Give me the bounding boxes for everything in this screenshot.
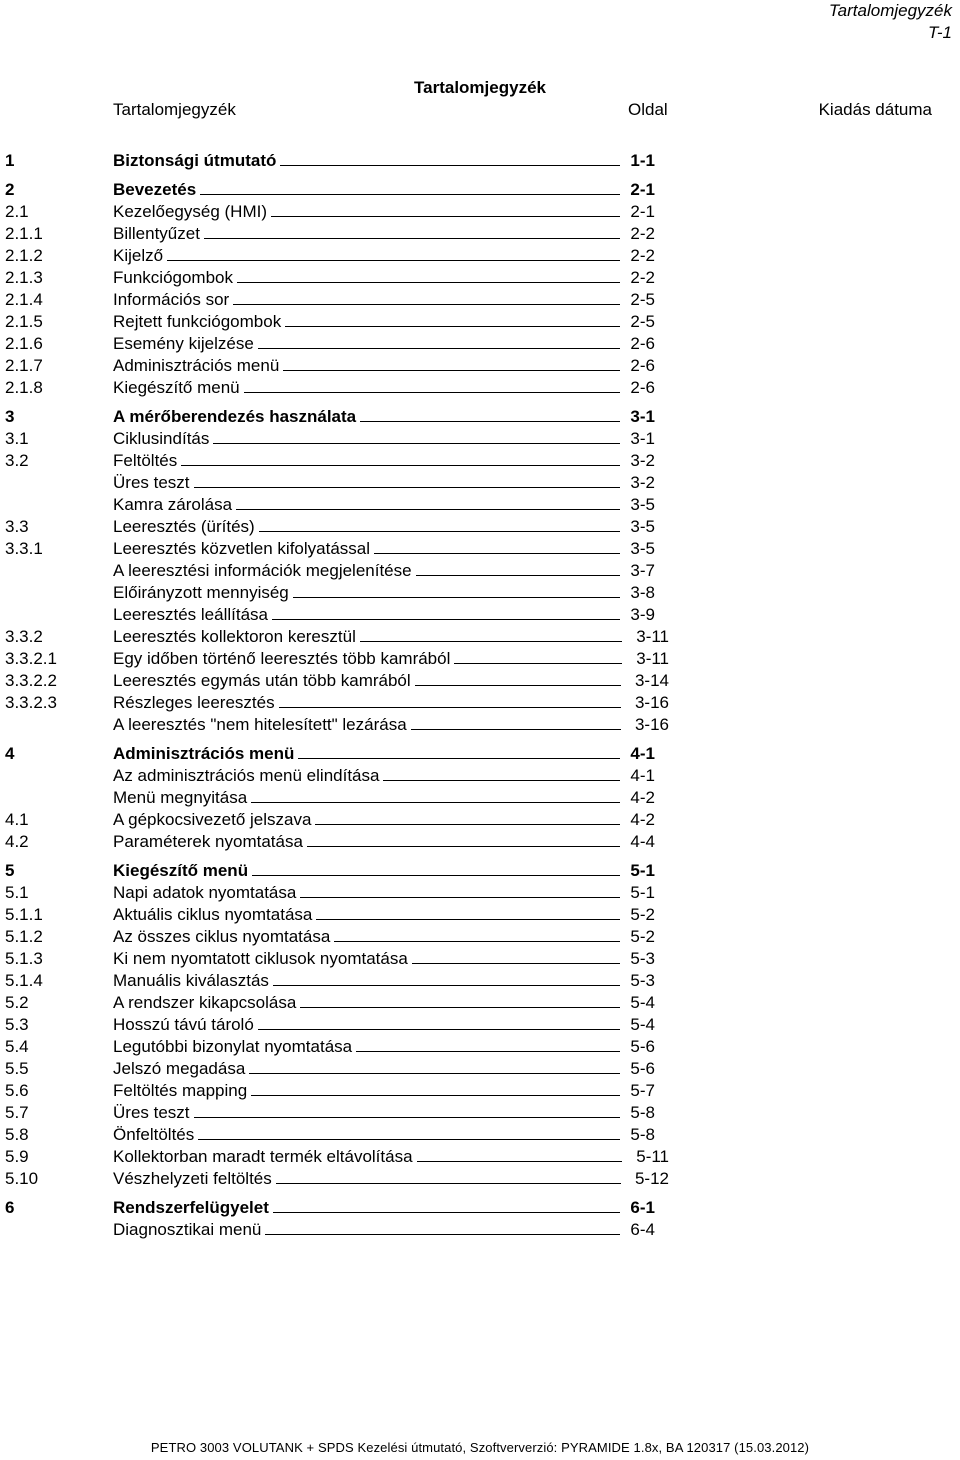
toc-entry-page: 6-4 <box>630 1220 655 1239</box>
toc-entry-title: Részleges leeresztés <box>113 693 275 712</box>
toc-entry-number: 2.1.7 <box>5 356 43 375</box>
toc-entry[interactable] <box>0 1014 960 1036</box>
toc-leader-line <box>298 743 620 759</box>
toc-entry-body <box>113 1058 655 1080</box>
toc-leader-line <box>283 355 620 371</box>
toc-entry-number: 5.3 <box>5 1015 29 1034</box>
toc-entry-title: Hosszú távú tároló <box>113 1015 254 1034</box>
toc-entry-title: Üres teszt <box>113 473 190 492</box>
toc-entry[interactable] <box>0 201 960 223</box>
toc-entry[interactable] <box>0 1124 960 1146</box>
toc-entry-page: 3-2 <box>630 473 655 492</box>
toc-chapter-entry[interactable] <box>0 1197 960 1219</box>
toc-entry-page: 2-6 <box>630 356 655 375</box>
toc-entry-title: Adminisztrációs menü <box>113 356 280 375</box>
toc-entry-number: 5.1.4 <box>5 971 43 990</box>
toc-entry-number: 5 <box>5 861 15 880</box>
toc-entry-body <box>113 648 669 670</box>
toc-entry-body <box>113 560 655 582</box>
toc-entry-number: 3.2 <box>5 451 29 470</box>
toc-section <box>0 179 960 399</box>
toc-entry-page: 5-6 <box>630 1037 655 1056</box>
toc-chapter-entry[interactable] <box>0 406 960 428</box>
toc-entry-page: 2-2 <box>630 246 655 265</box>
toc-entry-page: 2-6 <box>630 378 655 397</box>
toc-leader-line <box>360 626 622 642</box>
toc-entry-page: 3-9 <box>630 605 655 624</box>
toc-entry-body <box>113 377 655 399</box>
running-header <box>829 0 952 44</box>
toc-entry-title: Üres teszt <box>113 1103 190 1122</box>
toc-entry-body <box>113 150 655 172</box>
toc-entry-number: 5.10 <box>5 1169 39 1188</box>
toc-entry[interactable] <box>0 904 960 926</box>
toc-entry[interactable] <box>0 333 960 355</box>
toc-leader-line <box>271 201 620 217</box>
column-header-page: Oldal <box>628 100 668 119</box>
toc-entry-page: 3-16 <box>634 693 669 712</box>
toc-entry-body <box>113 926 655 948</box>
toc-section <box>0 860 960 1190</box>
toc-entry-page: 3-5 <box>630 539 655 558</box>
toc-entry-page: 5-1 <box>630 861 655 880</box>
toc-entry[interactable] <box>0 1036 960 1058</box>
toc-entry-title: Információs sor <box>113 290 230 309</box>
toc-entry[interactable] <box>0 428 960 450</box>
toc-entry-title: Feltöltés mapping <box>113 1081 248 1100</box>
toc-entry-title: Egy időben történő leeresztés több kamrából <box>113 649 451 668</box>
toc-entry-body <box>113 670 669 692</box>
toc-entry-title: Önfeltöltés <box>113 1125 195 1144</box>
toc-entry-number: 5.9 <box>5 1147 29 1166</box>
toc-leader-line <box>194 472 621 488</box>
toc-leader-line <box>300 992 620 1008</box>
table-of-contents <box>0 150 960 1248</box>
toc-entry-page: 6-1 <box>630 1198 655 1217</box>
toc-entry[interactable] <box>0 377 960 399</box>
toc-entry-number: 5.4 <box>5 1037 29 1056</box>
toc-leader-line <box>417 1146 623 1162</box>
toc-entry-title: Menü megnyitása <box>113 788 248 807</box>
toc-entry-page: 3-11 <box>636 649 669 668</box>
toc-leader-line <box>258 333 621 349</box>
toc-entry-body <box>113 992 655 1014</box>
toc-entry-body <box>113 714 669 736</box>
toc-entry-number: 5.2 <box>5 993 29 1012</box>
toc-entry-number: 2.1.8 <box>5 378 43 397</box>
toc-leader-line <box>272 604 620 620</box>
toc-leader-line <box>411 714 621 730</box>
toc-leader-line <box>412 948 621 964</box>
toc-entry[interactable] <box>0 311 960 333</box>
toc-leader-line <box>233 289 620 305</box>
toc-entry-page: 5-2 <box>630 905 655 924</box>
toc-leader-line <box>251 1080 620 1096</box>
toc-entry-number: 4.1 <box>5 810 29 829</box>
toc-entry-number: 5.1.2 <box>5 927 43 946</box>
toc-entry-number: 5.1.3 <box>5 949 43 968</box>
toc-entry-body <box>113 289 655 311</box>
toc-entry-title: A leeresztési információk megjelenítése <box>113 561 412 580</box>
toc-entry-body <box>113 1124 655 1146</box>
toc-leader-line <box>273 1197 621 1213</box>
toc-leader-line <box>198 1124 620 1140</box>
page-footer: PETRO 3003 VOLUTANK + SPDS Kezelési útmutató, Szoftververzió: PYRAMIDE 1.8x, BA 120317 (15.03.2012) <box>150 1440 810 1455</box>
toc-entry-page: 5-6 <box>630 1059 655 1078</box>
column-header-toc: Tartalomjegyzék <box>113 100 236 119</box>
toc-entry-number: 3.3.2 <box>5 627 43 646</box>
toc-entry-title: Kezelőegység (HMI) <box>113 202 268 221</box>
toc-entry-title: Ki nem nyomtatott ciklusok nyomtatása <box>113 949 408 968</box>
toc-leader-line <box>259 516 621 532</box>
toc-entry-number: 5.7 <box>5 1103 29 1122</box>
toc-entry-page: 3-1 <box>630 429 655 448</box>
toc-entry-title: A gépkocsivezető jelszava <box>113 810 312 829</box>
toc-entry-body <box>113 1036 655 1058</box>
toc-entry-page: 3-7 <box>630 561 655 580</box>
toc-entry-page: 2-2 <box>630 268 655 287</box>
toc-entry-number: 2 <box>5 180 15 199</box>
toc-entry-page: 5-8 <box>630 1103 655 1122</box>
toc-entry[interactable] <box>0 289 960 311</box>
toc-leader-line <box>280 150 620 166</box>
toc-entry-title: Billentyűzet <box>113 224 200 243</box>
toc-entry-page: 5-12 <box>634 1169 669 1188</box>
toc-entry-body <box>113 450 655 472</box>
running-header-title: Tartalomjegyzék <box>828 1 952 20</box>
toc-entry-title: Aktuális ciklus nyomtatása <box>113 905 313 924</box>
toc-chapter-entry[interactable] <box>0 743 960 765</box>
toc-entry[interactable] <box>0 831 960 853</box>
toc-entry-page: 3-1 <box>630 407 655 426</box>
toc-entry[interactable] <box>0 809 960 831</box>
toc-entry-title: Leeresztés közvetlen kifolyatással <box>113 539 371 558</box>
toc-leader-line <box>181 450 620 466</box>
toc-entry-body <box>113 860 655 882</box>
toc-entry[interactable] <box>0 992 960 1014</box>
toc-entry-title: Ciklusindítás <box>113 429 210 448</box>
toc-leader-line <box>383 765 620 781</box>
toc-leader-line <box>249 1058 620 1074</box>
toc-entry-number: 2.1.1 <box>5 224 43 243</box>
toc-entry-title: A mérőberendezés használata <box>113 407 357 426</box>
toc-entry-body <box>113 1168 669 1190</box>
toc-leader-line <box>360 406 620 422</box>
running-header-page: T-1 <box>928 23 952 42</box>
toc-entry-body <box>113 538 655 560</box>
toc-entry-page: 2-2 <box>630 224 655 243</box>
toc-entry[interactable] <box>0 648 960 670</box>
toc-leader-line <box>213 428 620 444</box>
toc-entry[interactable] <box>0 882 960 904</box>
toc-entry-title: Leeresztés (ürítés) <box>113 517 255 536</box>
toc-leader-line <box>454 648 622 664</box>
toc-entry-title: Kiegészítő menü <box>113 861 249 880</box>
toc-entry-body <box>113 333 655 355</box>
toc-entry-title: Az adminisztrációs menü elindítása <box>113 766 380 785</box>
toc-entry-title: Az összes ciklus nyomtatása <box>113 927 331 946</box>
toc-entry-page: 4-2 <box>630 810 655 829</box>
toc-entry-body <box>113 406 655 428</box>
toc-leader-line <box>167 245 620 261</box>
toc-entry-body <box>113 904 655 926</box>
toc-entry-number: 2.1.5 <box>5 312 43 331</box>
toc-entry-title: Biztonsági útmutató <box>113 151 277 170</box>
toc-entry-body <box>113 582 655 604</box>
toc-entry-page: 4-2 <box>630 788 655 807</box>
toc-entry-body <box>113 1219 655 1241</box>
toc-entry-body <box>113 223 655 245</box>
toc-entry-body <box>113 765 655 787</box>
toc-entry-page: 5-4 <box>630 1015 655 1034</box>
toc-entry-title: Diagnosztikai menü <box>113 1220 262 1239</box>
toc-entry-page: 1-1 <box>630 151 655 170</box>
toc-entry[interactable] <box>0 223 960 245</box>
toc-entry-number: 4.2 <box>5 832 29 851</box>
toc-entry[interactable] <box>0 714 960 736</box>
toc-entry-page: 2-1 <box>630 202 655 221</box>
toc-section <box>0 743 960 853</box>
toc-entry-body <box>113 787 655 809</box>
toc-entry[interactable] <box>0 516 960 538</box>
toc-entry-page: 3-16 <box>634 715 669 734</box>
toc-entry-page: 4-4 <box>630 832 655 851</box>
toc-leader-line <box>285 311 620 327</box>
toc-entry-title: Leeresztés kollektoron keresztül <box>113 627 356 646</box>
toc-entry[interactable] <box>0 670 960 692</box>
toc-leader-line <box>244 377 621 393</box>
toc-leader-line <box>252 860 620 876</box>
toc-entry-title: A rendszer kikapcsolása <box>113 993 297 1012</box>
toc-entry[interactable] <box>0 787 960 809</box>
toc-entry-body <box>113 179 655 201</box>
toc-entry-body <box>113 245 655 267</box>
toc-entry[interactable] <box>0 1219 960 1241</box>
toc-entry-body <box>113 494 655 516</box>
toc-entry-title: Esemény kijelzése <box>113 334 254 353</box>
toc-leader-line <box>236 494 620 510</box>
toc-entry[interactable] <box>0 926 960 948</box>
toc-entry-page: 3-11 <box>636 627 669 646</box>
toc-entry-body <box>113 743 655 765</box>
toc-entry-page: 4-1 <box>630 744 655 763</box>
toc-entry-title: Napi adatok nyomtatása <box>113 883 297 902</box>
toc-entry[interactable] <box>0 538 960 560</box>
toc-entry-page: 3-5 <box>630 517 655 536</box>
toc-entry-page: 5-8 <box>630 1125 655 1144</box>
toc-entry[interactable] <box>0 1146 960 1168</box>
toc-entry-number: 3.3.2.1 <box>5 649 57 668</box>
toc-entry-title: Funkciógombok <box>113 268 234 287</box>
toc-entry-body <box>113 604 655 626</box>
toc-leader-line <box>204 223 620 239</box>
toc-leader-line <box>374 538 620 554</box>
toc-entry-title: A leeresztés "nem hitelesített" lezárása <box>113 715 407 734</box>
toc-entry-body <box>113 882 655 904</box>
toc-entry-number: 2.1.4 <box>5 290 43 309</box>
toc-entry-title: Leeresztés leállítása <box>113 605 268 624</box>
toc-entry-page: 4-1 <box>630 766 655 785</box>
toc-entry[interactable] <box>0 450 960 472</box>
toc-leader-line <box>276 1168 621 1184</box>
toc-section <box>0 406 960 736</box>
toc-leader-line <box>300 882 620 898</box>
toc-entry-title: Kiegészítő menü <box>113 378 240 397</box>
column-header-date: Kiadás dátuma <box>818 100 932 119</box>
toc-entry-title: Paraméterek nyomtatása <box>113 832 303 851</box>
toc-entry-body <box>113 809 655 831</box>
toc-leader-line <box>415 670 621 686</box>
toc-entry-title: Leeresztés egymás után több kamrából <box>113 671 411 690</box>
toc-entry-number: 4 <box>5 744 15 763</box>
toc-entry[interactable] <box>0 765 960 787</box>
toc-leader-line <box>251 787 620 803</box>
toc-entry-number: 3.3.1 <box>5 539 43 558</box>
toc-entry-number: 5.1 <box>5 883 29 902</box>
toc-entry[interactable] <box>0 1168 960 1190</box>
toc-section <box>0 150 960 172</box>
toc-entry[interactable] <box>0 267 960 289</box>
toc-entry[interactable] <box>0 582 960 604</box>
toc-entry-title: Bevezetés <box>113 180 197 199</box>
toc-entry-body <box>113 831 655 853</box>
toc-entry-page: 5-4 <box>630 993 655 1012</box>
toc-entry-page: 2-5 <box>630 290 655 309</box>
toc-entry-page: 3-5 <box>630 495 655 514</box>
toc-entry-number: 3 <box>5 407 15 426</box>
toc-leader-line <box>258 1014 621 1030</box>
toc-entry[interactable] <box>0 560 960 582</box>
toc-entry-body <box>113 948 655 970</box>
toc-leader-line <box>334 926 620 942</box>
toc-entry-number: 3.3 <box>5 517 29 536</box>
toc-entry[interactable] <box>0 948 960 970</box>
toc-leader-line <box>200 179 620 195</box>
toc-entry-page: 5-1 <box>630 883 655 902</box>
toc-entry[interactable] <box>0 472 960 494</box>
toc-entry-body <box>113 201 655 223</box>
toc-leader-line <box>265 1219 620 1235</box>
toc-entry-page: 2-6 <box>630 334 655 353</box>
toc-entry[interactable] <box>0 494 960 516</box>
toc-entry[interactable] <box>0 1102 960 1124</box>
toc-entry-number: 5.6 <box>5 1081 29 1100</box>
toc-entry-page: 2-1 <box>630 180 655 199</box>
toc-entry-title: Kamra zárolása <box>113 495 233 514</box>
toc-entry-title: Kollektorban maradt termék eltávolítása <box>113 1147 413 1166</box>
toc-entry-page: 5-11 <box>636 1147 669 1166</box>
toc-entry-body <box>113 626 669 648</box>
toc-entry-page: 3-14 <box>634 671 669 690</box>
toc-entry-title: Rendszerfelügyelet <box>113 1198 269 1217</box>
toc-entry-body <box>113 1014 655 1036</box>
toc-entry-page: 5-3 <box>630 949 655 968</box>
toc-entry-title: Adminisztrációs menü <box>113 744 295 763</box>
toc-entry[interactable] <box>0 970 960 992</box>
toc-entry[interactable] <box>0 1058 960 1080</box>
toc-entry-page: 2-5 <box>630 312 655 331</box>
toc-entry-page: 3-2 <box>630 451 655 470</box>
toc-entry[interactable] <box>0 245 960 267</box>
toc-leader-line <box>316 904 620 920</box>
toc-entry-page: 5-2 <box>630 927 655 946</box>
toc-entry-number: 3.3.2.2 <box>5 671 57 690</box>
toc-entry-title: Manuális kiválasztás <box>113 971 269 990</box>
toc-entry-number: 5.8 <box>5 1125 29 1144</box>
toc-entry[interactable] <box>0 355 960 377</box>
toc-entry[interactable] <box>0 604 960 626</box>
toc-entry-number: 5.5 <box>5 1059 29 1078</box>
toc-leader-line <box>293 582 621 598</box>
toc-section <box>0 1197 960 1241</box>
toc-entry-title: Előirányzott mennyiség <box>113 583 289 602</box>
toc-entry-number: 6 <box>5 1198 15 1217</box>
toc-entry-body <box>113 1197 655 1219</box>
toc-entry-number: 3.1 <box>5 429 29 448</box>
toc-entry-body <box>113 516 655 538</box>
toc-entry-page: 3-8 <box>630 583 655 602</box>
toc-entry-number: 2.1.3 <box>5 268 43 287</box>
toc-entry-body <box>113 1102 655 1124</box>
toc-entry[interactable] <box>0 692 960 714</box>
toc-leader-line <box>315 809 620 825</box>
toc-entry-number: 3.3.2.3 <box>5 693 57 712</box>
toc-entry-title: Rejtett funkciógombok <box>113 312 282 331</box>
toc-leader-line <box>356 1036 620 1052</box>
toc-entry[interactable] <box>0 626 960 648</box>
toc-entry-title: Vészhelyzeti feltöltés <box>113 1169 272 1188</box>
toc-entry-number: 2.1 <box>5 202 29 221</box>
toc-entry-page: 5-7 <box>630 1081 655 1100</box>
toc-leader-line <box>273 970 621 986</box>
toc-entry-number: 1 <box>5 151 15 170</box>
toc-leader-line <box>194 1102 621 1118</box>
toc-entry-number: 5.1.1 <box>5 905 43 924</box>
toc-leader-line <box>279 692 621 708</box>
toc-entry-body <box>113 311 655 333</box>
toc-entry-title: Jelszó megadása <box>113 1059 246 1078</box>
toc-chapter-entry[interactable] <box>0 150 960 172</box>
toc-leader-line <box>416 560 621 576</box>
toc-chapter-entry[interactable] <box>0 179 960 201</box>
toc-entry-body <box>113 692 669 714</box>
toc-entry-body <box>113 355 655 377</box>
toc-entry-number: 2.1.6 <box>5 334 43 353</box>
toc-entry-body <box>113 1146 669 1168</box>
toc-entry-body <box>113 1080 655 1102</box>
toc-entry-title: Feltöltés <box>113 451 178 470</box>
toc-entry-title: Kijelző <box>113 246 164 265</box>
toc-entry-body <box>113 472 655 494</box>
toc-entry-body <box>113 428 655 450</box>
toc-entry-number: 2.1.2 <box>5 246 43 265</box>
toc-entry-page: 5-3 <box>630 971 655 990</box>
toc-entry-body <box>113 970 655 992</box>
toc-entry-title: Legutóbbi bizonylat nyomtatása <box>113 1037 353 1056</box>
toc-chapter-entry[interactable] <box>0 860 960 882</box>
toc-entry-body <box>113 267 655 289</box>
toc-leader-line <box>237 267 620 283</box>
toc-leader-line <box>307 831 621 847</box>
toc-entry[interactable] <box>0 1080 960 1102</box>
document-title: Tartalomjegyzék <box>414 78 546 97</box>
